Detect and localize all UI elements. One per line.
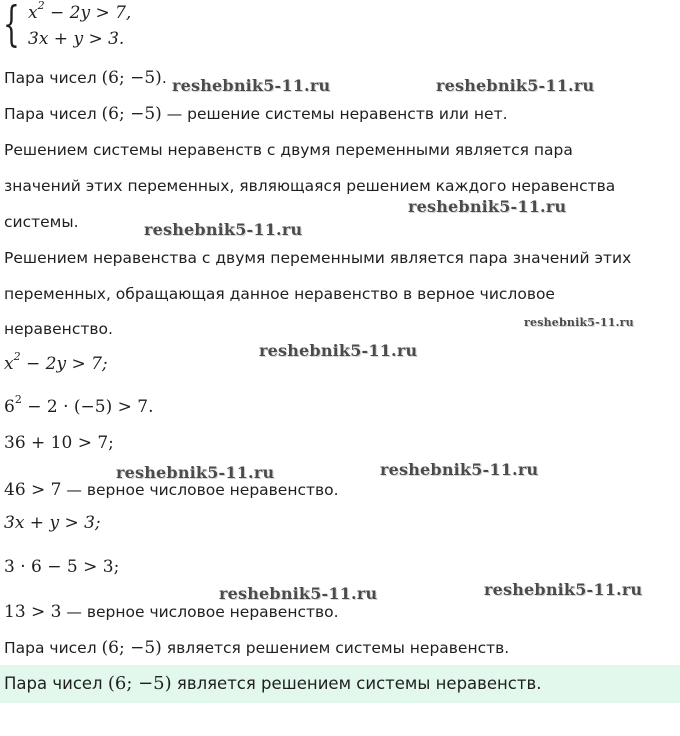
conclusion-line: Пара чисел (6; −5) является решением системы неравенств.	[4, 638, 510, 658]
watermark: reshebnik5-11.ru	[408, 197, 567, 216]
watermark: reshebnik5-11.ru	[436, 76, 595, 95]
watermark: reshebnik5-11.ru	[172, 76, 331, 95]
watermark: reshebnik5-11.ru	[484, 580, 643, 599]
step-inequality-1: $x^2 - 2y > 7$;	[4, 350, 108, 374]
watermark: reshebnik5-11.ru	[219, 584, 378, 603]
definition-system-line-3: системы.	[4, 213, 79, 231]
watermark: reshebnik5-11.ru	[259, 341, 418, 360]
watermark: reshebnik5-11.ru	[116, 463, 275, 482]
system-inequality-2: 3x + y > 3.	[28, 29, 125, 49]
definition-inequality-line-3: неравенство.	[4, 320, 113, 338]
step-compute-1: 36 + 10 > 7;	[4, 433, 114, 453]
definition-inequality-line-2: переменных, обращающая данное неравенство в верное числовое	[4, 285, 555, 303]
watermark: reshebnik5-11.ru	[380, 460, 539, 479]
task-statement: Пара чисел (6; −5).	[4, 68, 167, 88]
system-inequality-1: $x^2 - 2y > 7$,	[28, 0, 132, 23]
step-result-2: 13 > 3 — верное числовое неравенство.	[4, 602, 339, 622]
step-result-1: 46 > 7 — верное числовое неравенство.	[4, 480, 339, 500]
step-substitution-1: $6^2 - 2 \cdot (-5) > 7$.	[4, 393, 154, 417]
answer-line: Пара чисел (6; −5) является решением системы неравенств.	[4, 673, 542, 694]
question-line: Пара чисел (6; −5) — решение системы неравенств или нет.	[4, 104, 508, 124]
definition-inequality-line-1: Решением неравенства с двумя переменными является пара значений этих	[4, 249, 632, 267]
definition-system-line-1: Решением системы неравенств с двумя переменными является пара	[4, 141, 573, 159]
system-brace: {	[3, 0, 20, 52]
watermark: reshebnik5-11.ru	[144, 220, 303, 239]
watermark: reshebnik5-11.ru	[524, 316, 634, 329]
step-inequality-2: 3x + y > 3;	[4, 513, 101, 533]
step-substitution-2: 3 · 6 − 5 > 3;	[4, 557, 120, 577]
definition-system-line-2: значений этих переменных, являющаяся решением каждого неравенства	[4, 177, 616, 195]
